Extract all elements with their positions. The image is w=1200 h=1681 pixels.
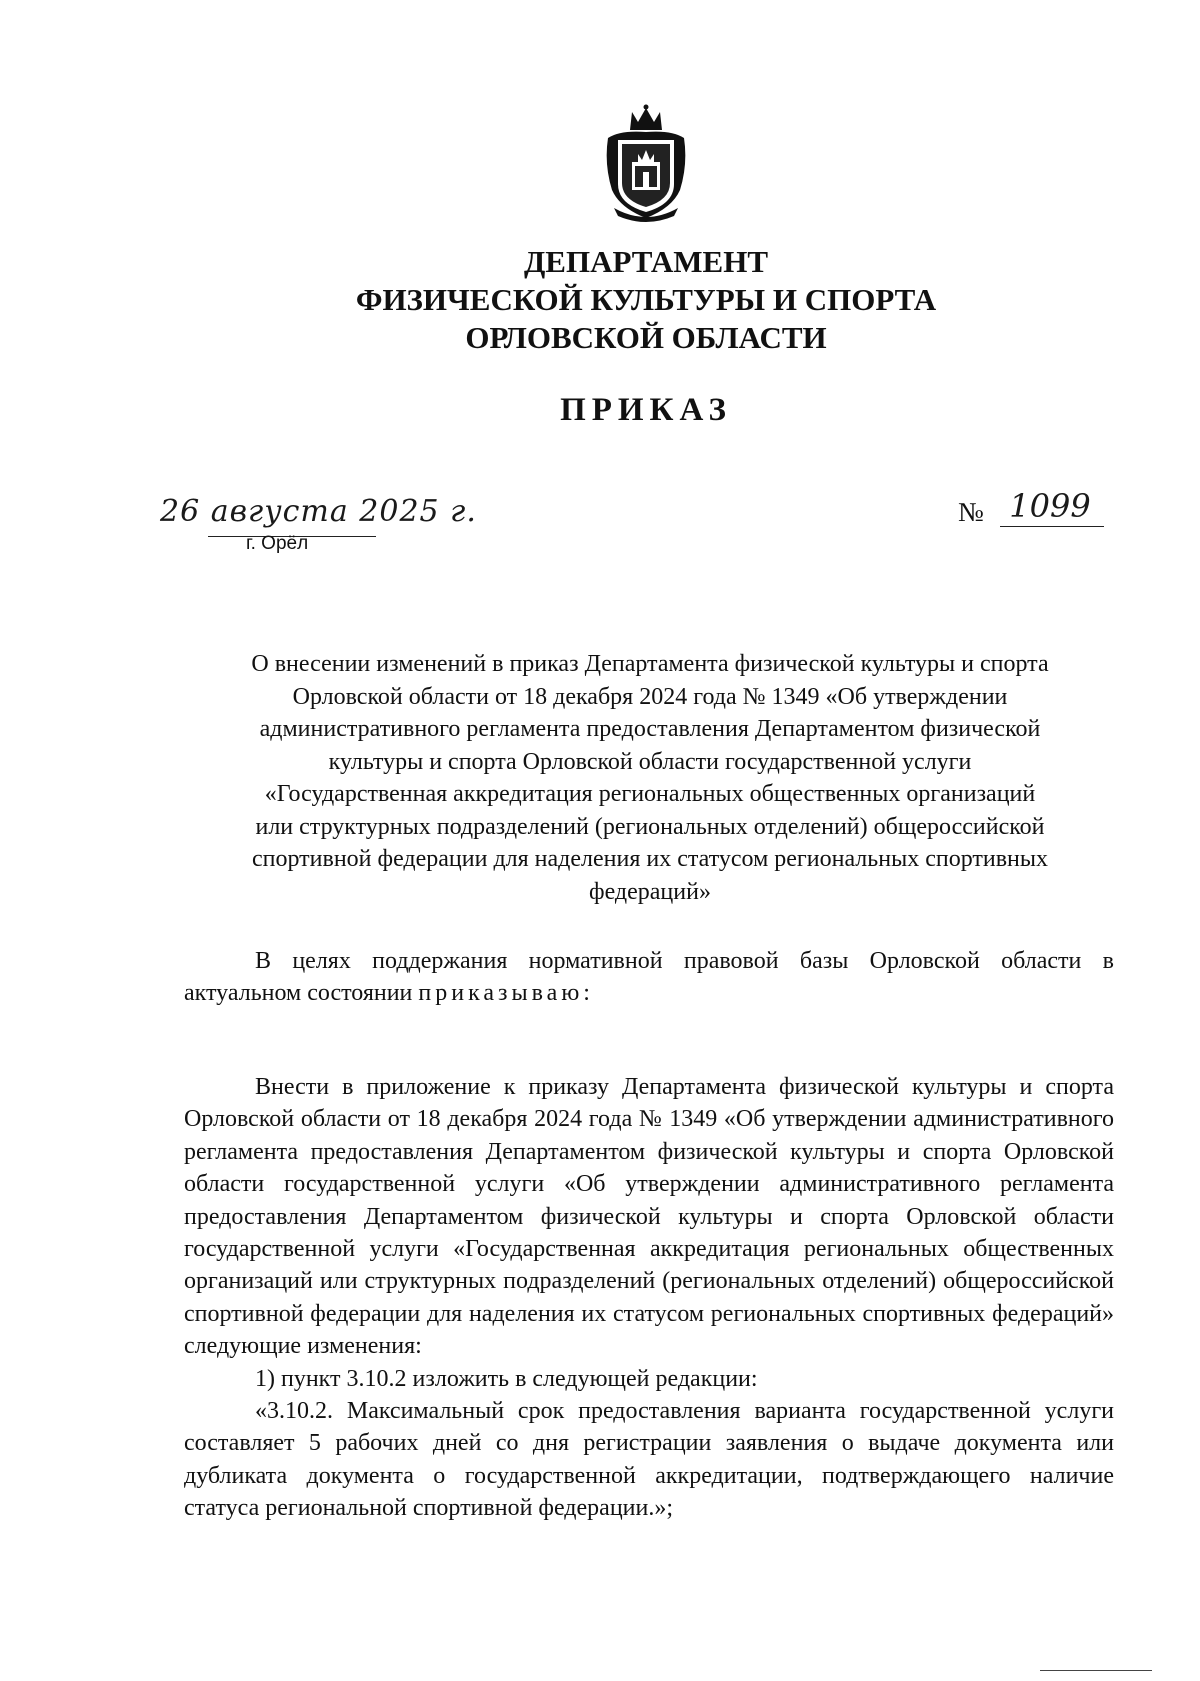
subject-line: административного регламента предоставления Департаментом физической (259, 716, 1041, 742)
document-type: ПРИКАЗ (560, 392, 732, 428)
subject-line: федераций» (589, 878, 711, 905)
number-underline (1000, 526, 1104, 527)
footer-rule (1040, 1670, 1152, 1671)
org-line-1: ДЕПАРТАМЕНТ (523, 244, 769, 279)
subject-line: спортивной федерации для наделения их статусом региональных спортивных (251, 846, 1049, 872)
org-line-3: ОРЛОВСКОЙ ОБЛАСТИ (465, 320, 827, 355)
subject-line: «Государственная аккредитация региональных общественных организаций (264, 781, 1036, 807)
number-label: № (958, 497, 984, 527)
document-subject (180, 648, 1120, 908)
item-1-heading: 1) пункт 3.10.2 изложить в следующей редакции: (255, 1365, 758, 1392)
preamble-paragraph (184, 945, 1114, 1010)
main-paragraph: Внести в приложение к приказу Департамента физической культуры и спорта Орловской области от 18 декабря 2024 года № 1349 «Об утверждении административного регламента предоставления Департаментом физической культуры и спорта Орловской области государственной услуги «Об утверждении административного регламента предоставления Департаментом физической культуры и спорта Орловской области государственной услуги «Государственная аккредитация региональных общественных организаций или структурных подразделений (региональных отделений) общероссийской спортивной федерации для наделения их статусом региональных спортивных федераций» следующие изменения: (184, 1074, 1114, 1360)
order-keyword: приказываю: (418, 980, 594, 1007)
organization-name (0, 243, 1200, 357)
org-line-2: ФИЗИЧЕСКОЙ КУЛЬТУРЫ И СПОРТА (355, 282, 937, 317)
subject-line: культуры и спорта Орловской области государственной услуги (328, 748, 972, 775)
subject-line: О внесении изменений в приказ Департамента физической культуры и спорта (251, 651, 1049, 677)
subject-line: или структурных подразделений (региональных отделений) общероссийской (255, 813, 1045, 840)
subject-line: Орловской области от 18 декабря 2024 года № 1349 «Об утверждении (292, 683, 1008, 710)
coat-of-arms-icon (602, 104, 690, 222)
item-1-text: «3.10.2. Максимальный срок предоставления варианта государственной услуги составляет 5 рабочих дней со дня регистрации заявления о выдаче документа или дубликата документа о государственной аккредитации, подтверждающего наличие статуса региональной спортивной федерации.»; (184, 1398, 1114, 1522)
handwritten-date: 26 августа 2025 г. (160, 494, 477, 529)
preamble-text: В целях поддержания нормативной правовой базы Орловской области в актуальном состоянии (184, 948, 1114, 1007)
main-body (184, 1071, 1114, 1525)
city-label: г. Орёл (246, 533, 309, 554)
handwritten-number: 1099 (1009, 487, 1091, 525)
